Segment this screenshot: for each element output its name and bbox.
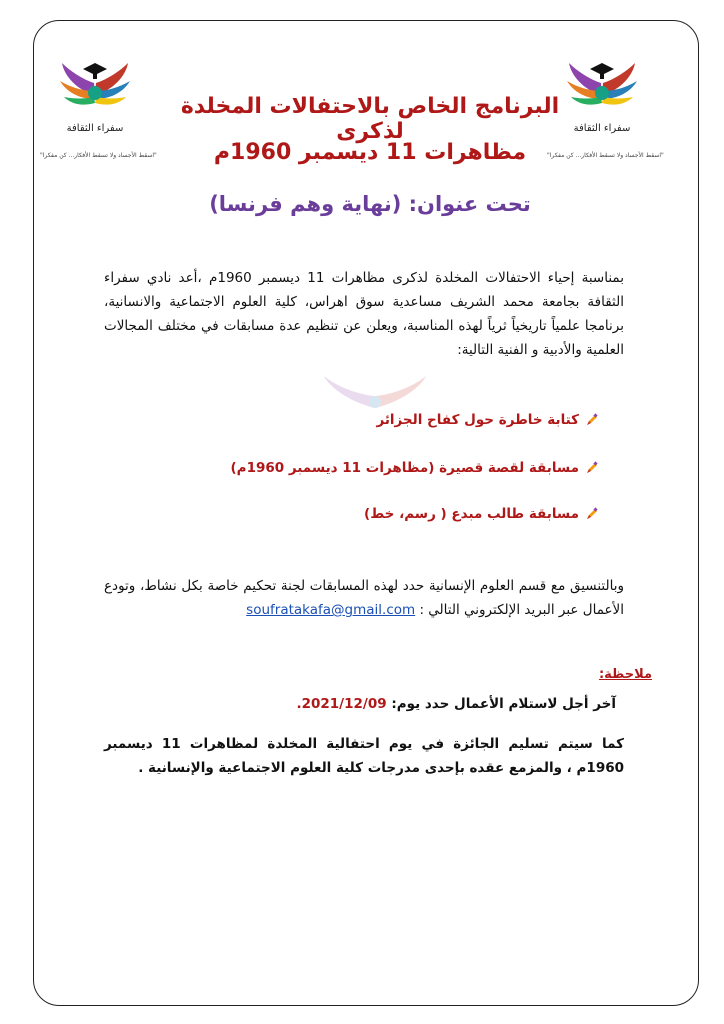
title-line-2: مظاهرات 11 ديسمبر 1960م — [213, 140, 527, 165]
pencil-bullet-icon — [585, 507, 599, 521]
list-item — [376, 396, 599, 444]
subtitle: تحت عنوان: (نهاية وهم فرنسا) — [209, 192, 531, 216]
note-label: ملاحظة: — [598, 667, 652, 682]
club-logo-left — [40, 55, 157, 159]
wings-logo-icon — [56, 55, 134, 127]
logo-motto: "اسقط الأجساد ولا تسقط الأفكار... كن مفكرا" — [40, 152, 157, 159]
email-link[interactable]: soufratakafa@gmail.com — [246, 602, 416, 618]
logo-name: سفراء الثقافة — [573, 123, 631, 134]
pencil-bullet-icon — [585, 413, 599, 427]
pencil-bullet-icon — [585, 461, 599, 475]
deadline-text: آخر أجل لاستلام الأعمال حدد يوم: — [391, 696, 616, 712]
competition-label: مسابقة لقصة قصيرة (مظاهرات 11 ديسمبر 1960م) — [230, 460, 579, 476]
logo-name: سفراء الثقافة — [66, 123, 124, 134]
coordination-text: وبالتنسيق مع قسم العلوم الإنسانية حدد لهذه المسابقات لجنة تحكيم خاصة بكل نشاط، وتودع الأعمال عبر البريد الإلكتروني التالي : — [104, 578, 624, 618]
intro-paragraph: بمناسبة إحياء الاحتفالات المخلدة لذكرى مظاهرات 11 ديسمبر 1960م ،أعد نادي سفراء الثقافة بجامعة محمد الشريف مساعدية سوق اهراس، كلية العلوم الاجتماعية والانسانية، برنامجا علمياً تاريخياً ثرياً لهذه المناسبة، ويعلن عن تنظيم عدة مسابقات في مختلف المجالات العلمية والأدبية و الفنية التالية: — [104, 270, 624, 358]
coordination-paragraph — [104, 574, 624, 622]
competition-label: كتابة خاطرة حول كفاح الجزائر — [376, 412, 579, 428]
deadline-line — [296, 696, 616, 712]
closing-paragraph: كما سيتم تسليم الجائزة في يوم احتفالية المخلدة لمظاهرات 11 ديسمبر 1960م ، والمزمع عقده بإحدى مدرجات كلية العلوم الاجتماعية والإنسانية . — [104, 736, 624, 776]
deadline-date: 2021/12/09. — [296, 696, 387, 712]
list-item — [231, 444, 599, 492]
competition-label: مسابقة طالب مبدع ( رسم، خط) — [364, 506, 579, 522]
logo-motto: "اسقط الأجساد ولا تسقط الأفكار... كن مفكرا" — [547, 152, 664, 159]
list-item — [364, 490, 599, 538]
title-line-1: البرنامج الخاص بالاحتفالات المخلدة لذكرى — [180, 94, 560, 144]
